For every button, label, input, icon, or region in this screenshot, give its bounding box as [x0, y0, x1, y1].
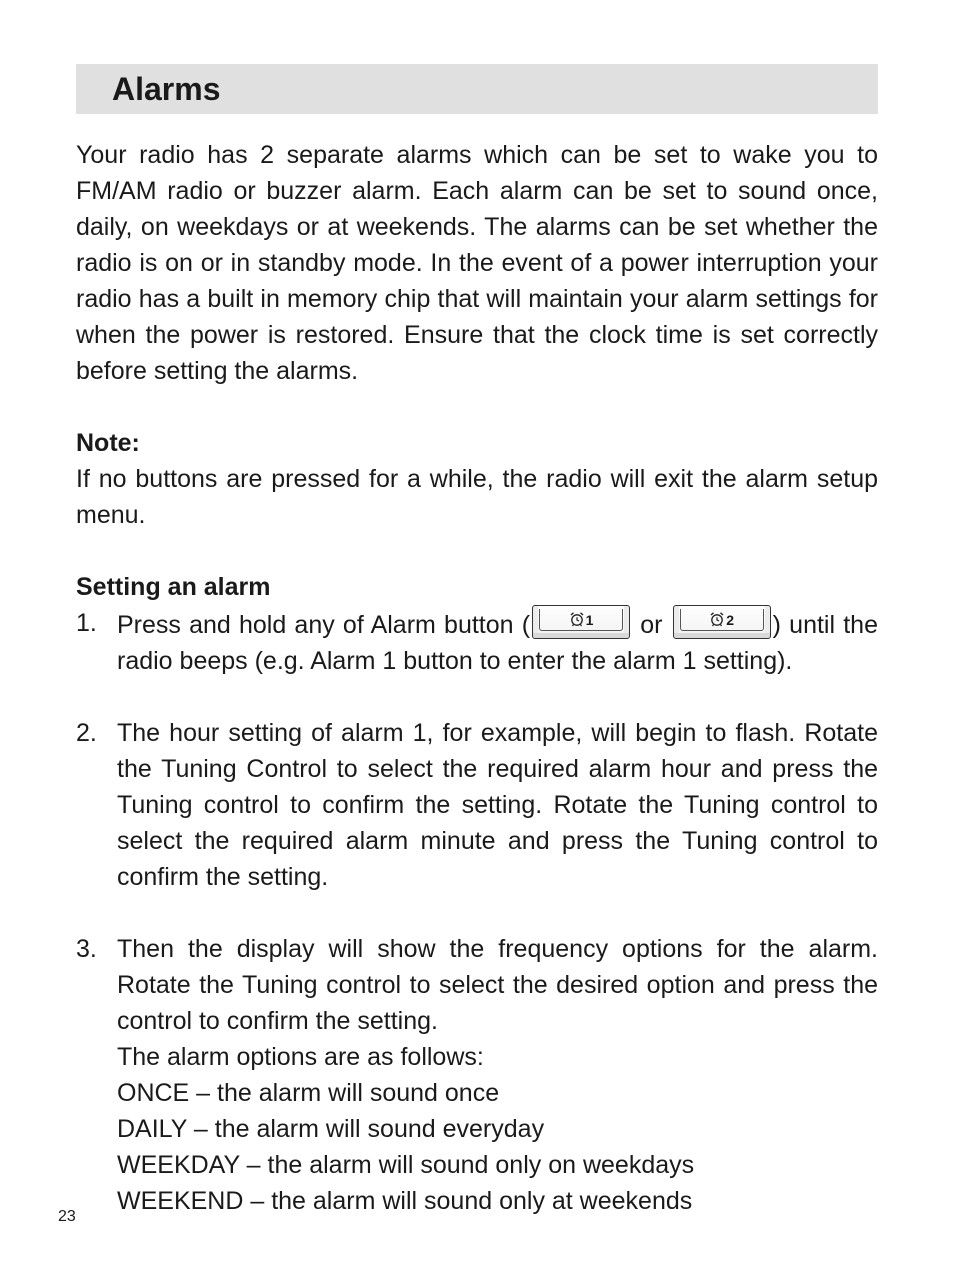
alarm-1-number: 1 [585, 612, 594, 628]
step-2 [76, 715, 878, 895]
intro-paragraph: Your radio has 2 separate alarms which can be set to wake you to FM/AM radio or buzzer alarm. Each alarm can be set to sound once, daily, on weekdays or at weekends. The alarms can be set whether the radio is on or in standby mode. In the event of a power interruption your radio has a built in memory chip that will maintain your alarm settings for when the power is restored. Ensure that the clock time is set correctly before setting the alarms. [76, 141, 878, 385]
alarm-1-button[interactable] [532, 605, 630, 639]
option-item: WEEKDAY – the alarm will sound only on weekdays [117, 1151, 695, 1179]
step-number: 3. [76, 935, 97, 963]
option-item: DAILY – the alarm will sound everyday [117, 1115, 545, 1143]
page-title: Alarms [112, 71, 221, 107]
section-title-bar [76, 64, 878, 114]
step-3-text: Then the display will show the frequency options for the alarm. Rotate the Tuning control to select the desired option and press the control to confirm the setting. [117, 935, 878, 1035]
content [76, 137, 878, 1219]
options-intro: The alarm options are as follows: [117, 1043, 484, 1071]
step-number: 1. [76, 609, 97, 637]
note-heading: Note: [76, 429, 140, 457]
page-number: 23 [58, 1208, 76, 1225]
alarm-2-number: 2 [726, 612, 735, 628]
step-3 [76, 931, 878, 1219]
note-text: If no buttons are pressed for a while, the radio will exit the alarm setup menu. [76, 465, 878, 529]
step-1 [76, 605, 878, 679]
alarm-clock-icon [569, 611, 585, 627]
option-item: ONCE – the alarm will sound once [117, 1079, 500, 1107]
setting-alarm-heading: Setting an alarm [76, 573, 271, 601]
step-number: 2. [76, 719, 97, 747]
step-2-text: The hour setting of alarm 1, for example, will begin to flash. Rotate the Tuning Control to select the required alarm hour and press the Tuning control to confirm the setting. Rotate the Tuning control to select the required alarm minute and press the Tuning control to confirm the setting. [117, 719, 878, 891]
alarm-2-button[interactable] [673, 605, 771, 639]
alarm-clock-icon [709, 611, 725, 627]
step-1-text: Press and hold any of Alarm button ( 1 or 2 ) until the radio beeps (e.g. Alarm 1 button to enter the alarm 1 setting). [117, 605, 878, 679]
option-item: WEEKEND – the alarm will sound only at weekends [117, 1187, 693, 1215]
